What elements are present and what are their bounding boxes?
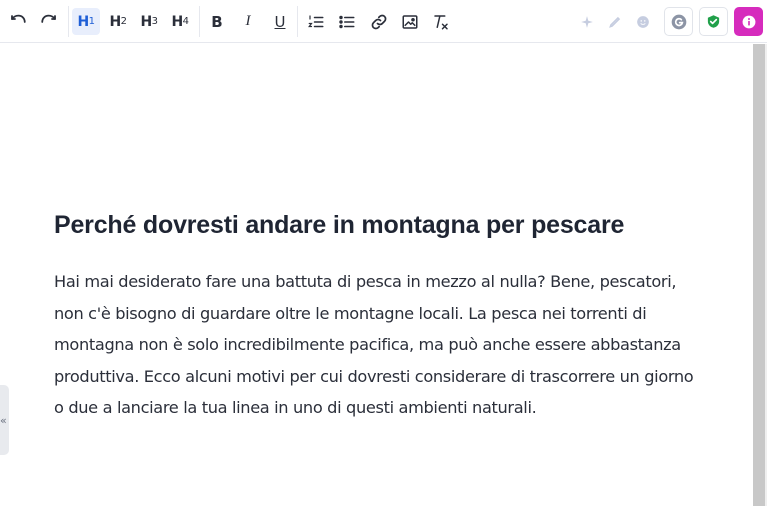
toolbar-divider [199, 6, 200, 37]
ai-sparkle-button[interactable] [573, 8, 601, 35]
link-icon [370, 13, 388, 31]
bullet-list-button[interactable] [333, 8, 361, 35]
shield-check-icon [706, 14, 721, 29]
image-icon [401, 13, 419, 31]
heading-3-button[interactable]: H 3 [140, 13, 158, 30]
bullet-list-icon [338, 13, 356, 31]
undo-button[interactable] [4, 8, 32, 35]
smiley-icon [636, 15, 650, 29]
collapse-chevron-icon: « [0, 413, 7, 427]
bold-button[interactable]: B [211, 12, 223, 31]
insert-image-button[interactable] [396, 8, 424, 35]
heading-1-button[interactable]: H 1 [72, 8, 100, 35]
vertical-scrollbar[interactable] [753, 44, 767, 506]
link-button[interactable] [365, 8, 393, 35]
underline-button[interactable]: U [274, 12, 286, 31]
info-icon [742, 15, 756, 29]
undo-icon [9, 13, 27, 31]
heading-4-button[interactable]: H 4 [171, 13, 189, 30]
ai-emoji-button[interactable] [629, 8, 657, 35]
clear-format-icon [432, 13, 450, 31]
grammarly-extension-button[interactable] [664, 7, 693, 36]
ai-rewrite-button[interactable] [601, 8, 629, 35]
toolbar-divider [297, 6, 298, 37]
sparkle-icon [580, 15, 594, 29]
italic-button[interactable]: I [245, 13, 251, 29]
redo-button[interactable] [35, 8, 63, 35]
pencil-icon [608, 15, 622, 29]
toolbar-divider [68, 6, 69, 37]
ordered-list-button[interactable] [302, 8, 330, 35]
clear-formatting-button[interactable] [427, 8, 455, 35]
document-paragraph[interactable]: Hai mai desiderato fare una battuta di pesca in mezzo al nulla? Bene, pescatori, non c'è bisogno di guardare oltre le montagne locali. La pesca nei torrenti di montagna non è solo incredibilmente pacifica, ma può anche essere abbastanza produttiva. Ecco alcuni motivi per cui dovresti considerare di trascorrere un giorno o due a lanciare la tua linea in uno di questi ambienti naturali. [54, 272, 694, 417]
document-title[interactable]: Perché dovresti andare in montagna per pescare [54, 211, 625, 239]
redo-icon [40, 13, 58, 31]
ordered-list-icon [307, 13, 325, 31]
security-extension-button[interactable] [699, 7, 728, 36]
info-extension-button[interactable] [734, 7, 763, 36]
editor-toolbar [0, 0, 767, 43]
heading-2-button[interactable]: H 2 [109, 13, 127, 30]
grammarly-icon [671, 14, 687, 30]
side-panel-toggle[interactable] [0, 385, 9, 455]
